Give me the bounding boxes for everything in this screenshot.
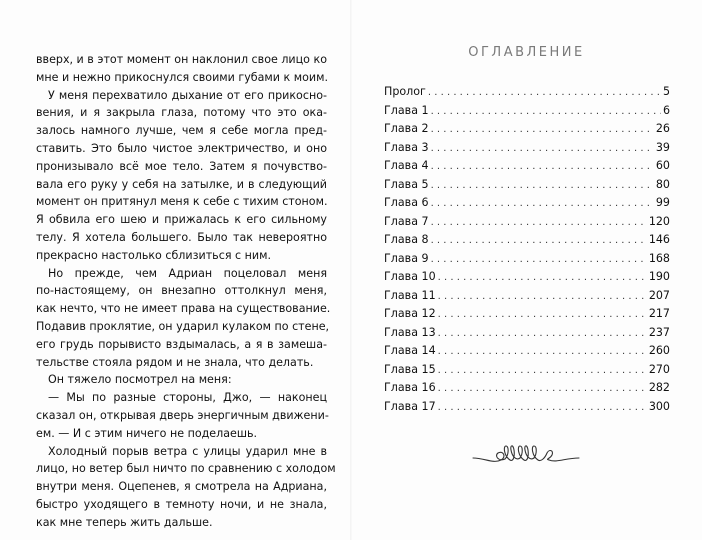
toc-entry[interactable] (384, 342, 670, 361)
toc-entry-label: Глава 11 (384, 288, 436, 302)
toc-entry-page: 120 (648, 214, 670, 228)
text-line: быстро уходящего в темноту ночи, и не знала, (36, 497, 327, 511)
toc-entry[interactable] (384, 213, 670, 232)
toc-entry[interactable] (384, 324, 670, 343)
toc-entry-label: Пролог (384, 85, 426, 98)
toc-entry-page: 39 (655, 140, 670, 154)
toc-entry-label: Глава 2 (384, 122, 429, 135)
toc-leader-dots (438, 269, 647, 288)
toc-entry-page: 217 (648, 307, 670, 320)
toc-leader-dots (431, 214, 647, 233)
toc-entry[interactable] (384, 305, 670, 324)
toc-entry-page: 260 (648, 344, 670, 357)
toc-entry-page: 146 (648, 233, 670, 246)
toc-entry-label: Глава 7 (384, 214, 429, 228)
toc-leader-dots (438, 306, 647, 325)
toc-entry[interactable] (384, 361, 670, 380)
toc-entry-label: Глава 6 (384, 196, 429, 209)
toc-entry-page: 282 (648, 381, 670, 394)
toc-entry-label: Глава 3 (384, 140, 429, 154)
toc-entry[interactable] (384, 157, 670, 176)
toc-entry[interactable] (384, 120, 670, 139)
toc-leader-dots (438, 380, 647, 399)
table-of-contents (384, 83, 670, 416)
toc-entry[interactable] (384, 176, 670, 195)
toc-entry-page: 207 (648, 288, 670, 302)
text-line: лицо, но ветер был ничто по сравнению с холодом (36, 462, 336, 476)
toc-entry-label: Глава 8 (384, 233, 429, 246)
toc-entry-page: 6 (662, 103, 670, 117)
text-line: вверх, и в этот момент он наклонил свое лицо ко (36, 53, 327, 66)
text-line: сказал он, открывая дверь энергичным движени- (36, 408, 329, 422)
toc-entry-page: 237 (648, 325, 670, 339)
text-line: внутри меня. Оцепенев, я смотрела на Адриана, (36, 480, 327, 494)
toc-leader-dots (438, 288, 647, 307)
toc-entry-page: 99 (655, 196, 670, 209)
toc-entry-label: Глава 10 (384, 270, 436, 283)
toc-leader-dots (431, 177, 654, 196)
toc-leader-dots (438, 362, 647, 381)
toc-entry-page: 80 (655, 177, 670, 191)
toc-entry-page: 60 (655, 159, 670, 172)
toc-entry-label: Глава 1 (384, 103, 429, 117)
text-line: Я обвила его шею и прижалась к его сильному (36, 213, 327, 227)
toc-entry[interactable] (384, 268, 670, 287)
toc-entry[interactable] (384, 250, 670, 269)
text-line: Он тяжело посмотрел на меня: (48, 373, 232, 387)
text-line: вения, и я закрыла глаза, потому что это ока- (36, 106, 327, 120)
text-line: как нечто, что не имеет права на существование. (36, 302, 331, 316)
toc-entry-label: Глава 17 (384, 399, 436, 413)
toc-entry[interactable] (384, 398, 670, 417)
toc-entry[interactable] (384, 231, 670, 250)
toc-entry-label: Глава 16 (384, 381, 436, 394)
text-line: момент он притянул меня к себе с тихим стоном. (36, 195, 328, 209)
toc-leader-dots (431, 251, 647, 270)
toc-leader-dots (438, 399, 647, 418)
toc-entry-page: 190 (648, 270, 670, 283)
text-line: — Мы по разные стороны, Джо, — наконец (48, 391, 327, 405)
toc-entry-page: 270 (648, 362, 670, 376)
toc-entry-label: Глава 4 (384, 159, 429, 172)
toc-entry[interactable] (384, 83, 670, 102)
body-text (36, 51, 336, 532)
text-line: залось намного лучше, чем я себе могла пред- (36, 124, 327, 138)
toc-leader-dots (431, 232, 647, 251)
text-line: телу. Я хотела большего. Было так невероятно (36, 230, 327, 244)
text-line: пронизывало всё мое тело. Затем я почувство- (36, 159, 327, 173)
toc-entry-page: 26 (655, 122, 670, 135)
toc-entry[interactable] (384, 379, 670, 398)
text-line: прекрасно настолько сблизиться с ним. (36, 248, 272, 262)
toc-leader-dots (428, 84, 661, 103)
toc-leader-dots (431, 140, 654, 159)
toc-entry[interactable] (384, 139, 670, 158)
toc-entry-label: Глава 12 (384, 307, 436, 320)
toc-entry-label: Глава 14 (384, 344, 436, 357)
text-line: Подавив проклятие, он ударил кулаком по стене, (36, 319, 330, 333)
text-line: ем. — И с этим ничего не поделаешь. (36, 426, 258, 440)
text-line: У меня перехватило дыхание от его прикосно- (48, 88, 327, 102)
toc-entry[interactable] (384, 287, 670, 306)
toc-entry-label: Глава 5 (384, 177, 429, 191)
text-line: по-настоящему, он внезапно оттолкнул меня, (36, 284, 327, 298)
right-page (351, 0, 702, 540)
toc-entry-page: 168 (648, 251, 670, 265)
toc-entry-label: Глава 15 (384, 362, 436, 376)
toc-leader-dots (431, 195, 654, 214)
text-line: как мне теперь жить дальше. (36, 515, 213, 529)
toc-leader-dots (431, 103, 661, 122)
text-line: его грудь порывисто вздымалась, а я в замеша- (36, 337, 327, 351)
toc-entry-page: 5 (662, 85, 670, 98)
text-line: Холодный порыв ветра с улицы ударил мне в (48, 444, 327, 458)
toc-leader-dots (431, 121, 654, 140)
flourish-ornament-icon (471, 438, 581, 474)
toc-entry-label: Глава 9 (384, 251, 429, 265)
toc-entry[interactable] (384, 194, 670, 213)
text-line: Но прежде, чем Адриан поцеловал меня (48, 266, 327, 280)
toc-leader-dots (438, 343, 647, 362)
toc-title: ОГЛАВЛЕНИЕ (468, 45, 585, 60)
toc-leader-dots (438, 325, 647, 344)
toc-leader-dots (431, 158, 654, 177)
text-line: мне и нежно прикоснулся своими губами к моим. (36, 70, 329, 84)
toc-entry-page: 300 (648, 399, 670, 413)
toc-entry[interactable] (384, 102, 670, 121)
toc-entry-label: Глава 13 (384, 325, 436, 339)
text-line: вала его руку у себя на затылке, и в следующий (36, 177, 327, 191)
text-line: ставить. Это было чистое электричество, и оно (36, 141, 327, 155)
text-line: тельстве стояла рядом и не знала, что делать. (36, 355, 314, 369)
